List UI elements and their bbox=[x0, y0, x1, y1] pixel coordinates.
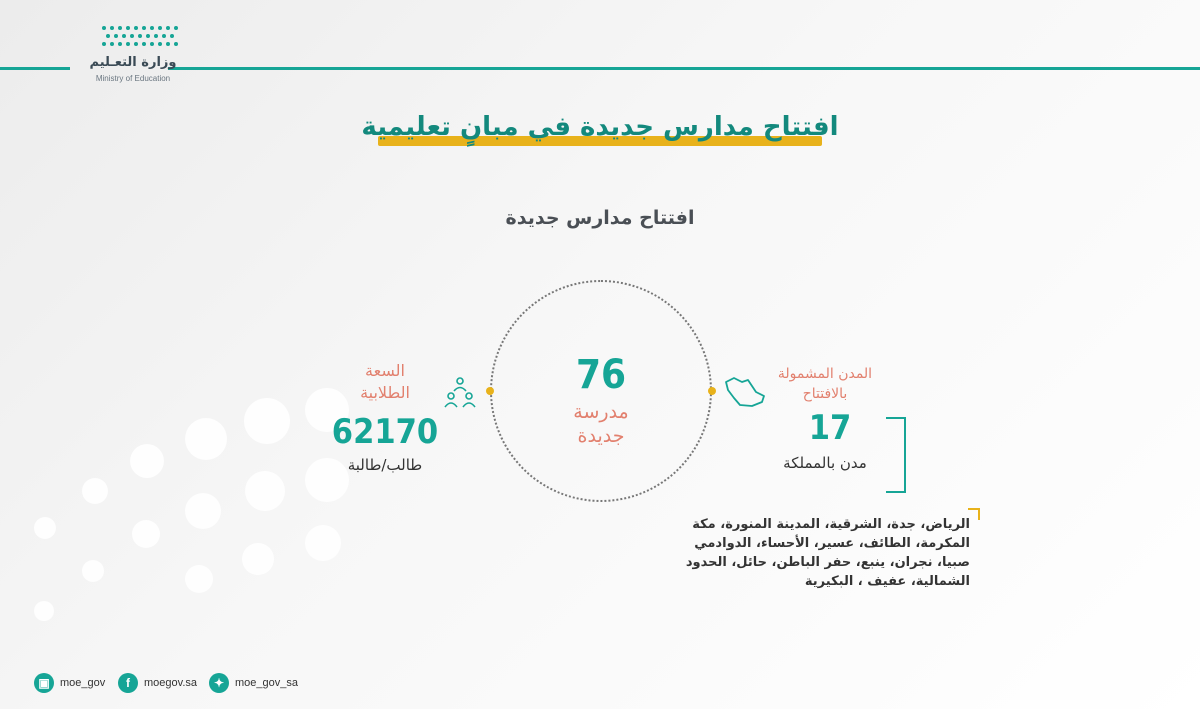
twitter-link[interactable]: ✦ moe_gov_sa bbox=[209, 673, 298, 693]
cities-list-line: الرياض، جدة، الشرقية، المدينة المنورة، مكة bbox=[692, 517, 970, 532]
cities-unit: مدن بالمملكة bbox=[783, 454, 867, 472]
schools-count: 76 bbox=[575, 352, 627, 398]
capacity-unit: طالب/طالبة bbox=[347, 456, 423, 474]
cities-label: المدن المشمولة بالافتتاح bbox=[777, 366, 873, 402]
twitter-icon: ✦ bbox=[209, 673, 229, 693]
main-title: افتتاح مدارس جديدة في مبانٍ تعليمية bbox=[361, 112, 839, 142]
schools-label: مدرسة جديدة bbox=[573, 401, 629, 447]
main-title-block bbox=[360, 112, 840, 142]
cities-list bbox=[680, 515, 970, 591]
ministry-name-en: Ministry of Education bbox=[95, 74, 171, 83]
instagram-link[interactable]: ▣ moe_gov bbox=[34, 673, 105, 693]
facebook-icon: f bbox=[118, 673, 138, 693]
instagram-icon: ▣ bbox=[34, 673, 54, 693]
cities-list-line: المكرمة، الطائف، عسير، الأحساء، الدوادمي bbox=[694, 536, 970, 551]
cities-count: 17 bbox=[808, 408, 852, 448]
header-line-left bbox=[0, 67, 70, 70]
cities-list-line: صبيا، نجران، ينبع، حفر الباطن، حائل، الحدود bbox=[685, 555, 970, 570]
students-icon bbox=[442, 376, 478, 410]
subtitle: افتتاح مدارس جديدة bbox=[505, 207, 695, 229]
ministry-logo-icon bbox=[98, 22, 180, 52]
capacity-count: 62170 bbox=[331, 412, 439, 452]
cities-list-line: الشمالية، عفيف ، البكيرية bbox=[804, 574, 970, 589]
header-line-right bbox=[168, 67, 1200, 70]
facebook-link[interactable]: f moegov.sa bbox=[118, 673, 197, 693]
capacity-label: السعة الطلابية bbox=[360, 361, 410, 402]
cities-bracket bbox=[886, 417, 906, 493]
ministry-name-ar: وزارة التعـليم bbox=[89, 55, 177, 70]
